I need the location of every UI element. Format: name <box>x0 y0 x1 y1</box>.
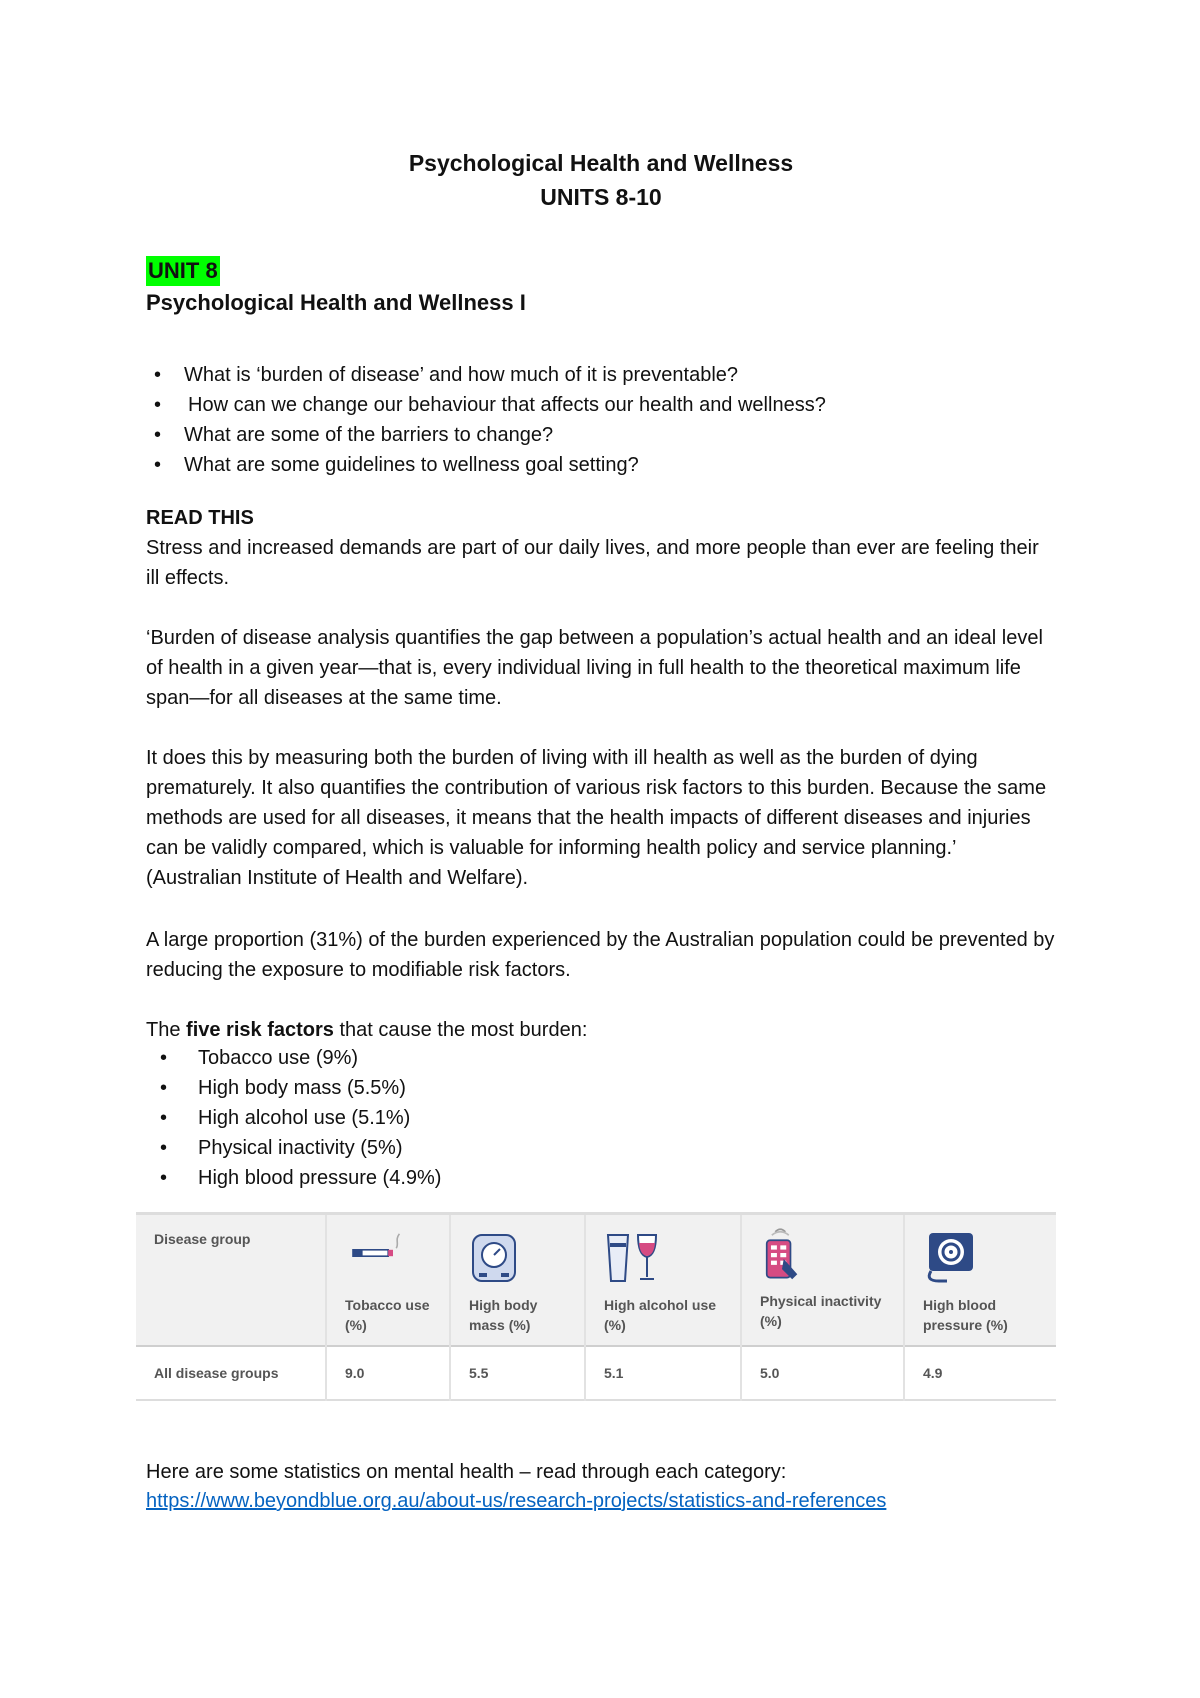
risk-factor-item: • High alcohol use (5.1%) <box>146 1103 441 1133</box>
cigarette-icon <box>345 1229 409 1285</box>
risk-factor-item: • Physical inactivity (5%) <box>146 1133 441 1163</box>
table-header-cell: Physical inactivity (%) <box>741 1214 904 1347</box>
table-cell: 5.5 <box>450 1346 585 1400</box>
table-row <box>136 1346 1056 1400</box>
blood-pressure-icon <box>923 1229 983 1285</box>
read-this-heading: READ THIS <box>146 507 254 529</box>
table-cell: All disease groups <box>136 1346 326 1400</box>
paragraph: It does this by measuring both the burden of living with ill health as well as the burden of dying prematurely. It also quantifies the contribution of various risk factors to this burden. Because the same methods are used for all diseases, it means that the health impacts of different diseases and injuries can be validly compared, which is valuable for informing health policy and service planning.’ (Australian Institute of Health and Welfare). <box>146 747 1047 889</box>
risk-factor-item: • High blood pressure (4.9%) <box>146 1163 441 1193</box>
risk-factor-item: • High body mass (5.5%) <box>146 1073 441 1103</box>
table-header-cell: High blood pressure (%) <box>904 1214 1056 1347</box>
stats-intro: Here are some statistics on mental health – read through each category: <box>146 1461 787 1483</box>
table-cell: 5.0 <box>741 1346 904 1400</box>
stats-link[interactable]: https://www.beyondblue.org.au/about-us/research-projects/statistics-and-references <box>146 1490 887 1512</box>
scale-icon <box>469 1229 519 1285</box>
table-header-row <box>136 1214 1056 1347</box>
document-subtitle: UNITS 8-10 <box>540 184 662 210</box>
unit-tag: UNIT 8 <box>146 256 220 286</box>
paragraph: A large proportion (31%) of the burden experienced by the Australian population could be prevented by reducing the exposure to modifiable risk factors. <box>146 929 1055 981</box>
question-list <box>146 360 826 480</box>
unit-heading: Psychological Health and Wellness I <box>146 290 526 315</box>
table-header-cell: High alcohol use (%) <box>585 1214 741 1347</box>
risk-factor-table <box>136 1212 1056 1401</box>
paragraph: ‘Burden of disease analysis quantifies the gap between a population’s actual health and an ideal level of health in a given year—that is, every individual living in full health to the theoretical maximum life span—for all diseases at the same time. <box>146 627 1043 709</box>
drinks-icon <box>604 1229 664 1285</box>
remote-control-icon <box>760 1225 804 1281</box>
table-cell: 5.1 <box>585 1346 741 1400</box>
risk-factor-list <box>146 1043 441 1193</box>
question-item: • What is ‘burden of disease’ and how much of it is preventable? <box>146 360 826 390</box>
table-cell: 4.9 <box>923 1365 943 1381</box>
question-item: • How can we change our behaviour that affects our health and wellness? <box>146 390 826 420</box>
table-header-cell: High body mass (%) <box>450 1214 585 1347</box>
risk-factors-intro: The five risk factors that cause the most burden: <box>146 1019 588 1041</box>
table-header-cell: Tobacco use (%) <box>326 1214 450 1347</box>
table-header-cell: Disease group <box>136 1214 326 1347</box>
table-cell: 9.0 <box>326 1346 450 1400</box>
question-item: • What are some guidelines to wellness goal setting? <box>146 450 826 480</box>
question-item: • What are some of the barriers to change? <box>146 420 826 450</box>
paragraph: Stress and increased demands are part of our daily lives, and more people than ever are feeling their ill effects. <box>146 537 1039 589</box>
document-title: Psychological Health and Wellness <box>408 150 794 176</box>
risk-factor-item: • Tobacco use (9%) <box>146 1043 441 1073</box>
